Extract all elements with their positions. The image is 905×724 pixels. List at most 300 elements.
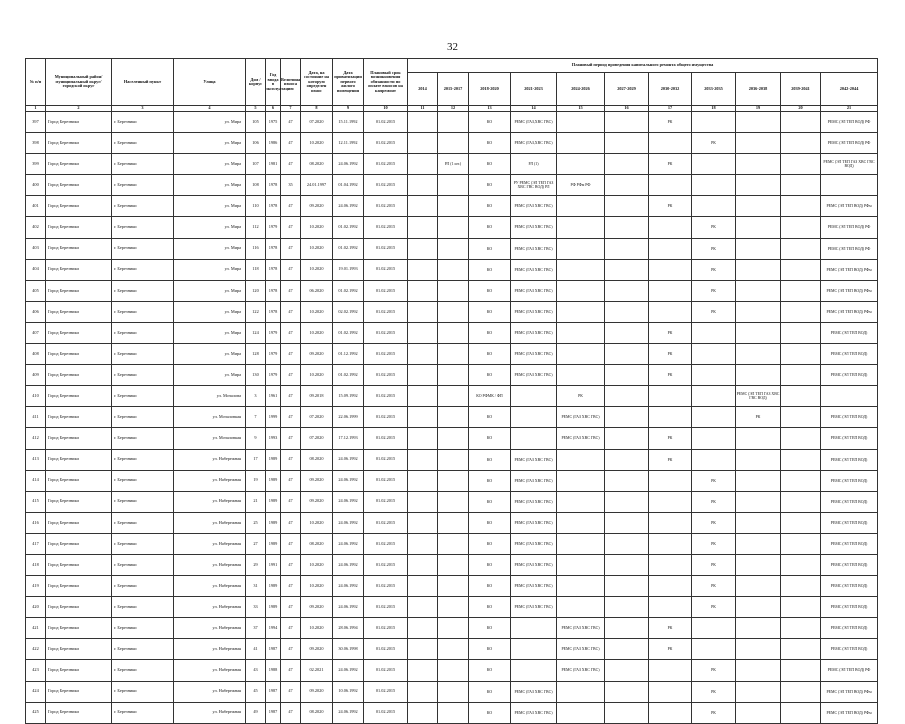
cell-period-2015-2017 [438, 639, 469, 660]
cell-street: ул. Мира [174, 133, 246, 154]
cell-period-2030-2032: РК [649, 112, 692, 133]
cell-period-2042-2044 [821, 175, 878, 196]
cell-wear: 47 [281, 217, 301, 238]
cell-date-state: 24.01.1997 [301, 175, 333, 196]
cell-street: ул. Набережная [174, 554, 246, 575]
header-column-number: 16 [605, 106, 649, 112]
cell-period-2014 [408, 618, 438, 639]
cell-period-2014 [408, 196, 438, 217]
cell-period-2015-2017 [438, 491, 469, 512]
cell-date-priv: 24.06.1992 [333, 154, 364, 175]
cell-period-2018-2020: КО [469, 512, 511, 533]
cell-period-2033-2035 [692, 449, 736, 470]
cell-period-2033-2035: РК [692, 660, 736, 681]
cell-district: Город Березники [46, 576, 112, 597]
cell-wear: 47 [281, 407, 301, 428]
table-row [26, 576, 878, 597]
cell-period-2027-2029 [605, 112, 649, 133]
cell-period-2021-2023 [511, 407, 557, 428]
cell-deadline: 01.02.2015 [364, 280, 408, 301]
cell-date-state: 10.2020 [301, 322, 333, 343]
cell-date-priv: 30.06.1998 [333, 639, 364, 660]
cell-year: 1989 [266, 470, 281, 491]
cell-period-2042-2044: РЕМС (ЭЛ ТЕП ВОД) [821, 365, 878, 386]
cell-house: 122 [246, 301, 266, 322]
cell-locality: г. Березники [112, 660, 174, 681]
cell-locality: г. Березники [112, 407, 174, 428]
table-row [26, 554, 878, 575]
cell-house: 124 [246, 322, 266, 343]
cell-wear: 47 [281, 618, 301, 639]
cell-period-2042-2044: РЕМС (ЭЛ ТЕП ВОД) [821, 491, 878, 512]
repair-schedule-table-wrapper [25, 58, 877, 724]
cell-num: 418 [26, 554, 46, 575]
cell-deadline: 01.02.2015 [364, 660, 408, 681]
cell-period-2014 [408, 175, 438, 196]
cell-locality: г. Березники [112, 428, 174, 449]
cell-period-2039-2041 [781, 449, 821, 470]
table-row [26, 133, 878, 154]
cell-period-2015-2017 [438, 660, 469, 681]
cell-num: 400 [26, 175, 46, 196]
cell-period-2024-2026: РЕМС (ГАЗ ХВС ГВС) [557, 660, 605, 681]
cell-period-2036-2038 [736, 322, 781, 343]
header-period: 2030-2032 [649, 73, 692, 106]
cell-period-2015-2017 [438, 449, 469, 470]
cell-street: ул. Мира [174, 344, 246, 365]
cell-period-2027-2029 [605, 576, 649, 597]
cell-num: 410 [26, 386, 46, 407]
cell-street: ул. Мочаловкая [174, 428, 246, 449]
cell-period-2036-2038 [736, 259, 781, 280]
cell-period-2021-2023: РЕМС (ГАЗ ХВС ГВС) [511, 702, 557, 723]
cell-period-2021-2023 [511, 660, 557, 681]
cell-deadline: 01.02.2015 [364, 238, 408, 259]
cell-period-2015-2017 [438, 175, 469, 196]
cell-deadline: 01.02.2015 [364, 217, 408, 238]
header-column-number: 9 [333, 106, 364, 112]
cell-period-2014 [408, 470, 438, 491]
cell-wear: 47 [281, 554, 301, 575]
header-num: № п/п [26, 59, 46, 106]
cell-period-2027-2029 [605, 449, 649, 470]
cell-period-2015-2017 [438, 681, 469, 702]
cell-period-2015-2017 [438, 386, 469, 407]
cell-period-2039-2041 [781, 660, 821, 681]
cell-num: 412 [26, 428, 46, 449]
cell-house: 112 [246, 217, 266, 238]
cell-period-2021-2023: РУ РЕМС (ЭЛ ТЕП ГАЗ ХВС ГВС ВОД) РЛ [511, 175, 557, 196]
cell-street: ул. Набережная [174, 470, 246, 491]
cell-period-2036-2038 [736, 576, 781, 597]
cell-street: ул. Набережная [174, 576, 246, 597]
cell-period-2030-2032 [649, 238, 692, 259]
cell-date-state: 07.2020 [301, 407, 333, 428]
cell-district: Город Березники [46, 386, 112, 407]
cell-district: Город Березники [46, 217, 112, 238]
cell-period-2030-2032 [649, 576, 692, 597]
table-row [26, 639, 878, 660]
header-column-number: 1 [26, 106, 46, 112]
cell-period-2036-2038: РК [736, 407, 781, 428]
cell-period-2036-2038 [736, 681, 781, 702]
cell-num: 419 [26, 576, 46, 597]
header-column-number: 7 [281, 106, 301, 112]
cell-date-state: 08.2020 [301, 154, 333, 175]
cell-house: 108 [246, 175, 266, 196]
cell-period-2036-2038 [736, 196, 781, 217]
cell-date-state: 09.2020 [301, 470, 333, 491]
cell-street: ул. Набережная [174, 449, 246, 470]
cell-deadline: 01.02.2015 [364, 449, 408, 470]
cell-period-2024-2026: РЕМС (ГАЗ ХВС ГВС) [557, 428, 605, 449]
cell-district: Город Березники [46, 238, 112, 259]
cell-period-2033-2035: РК [692, 681, 736, 702]
cell-house: 33 [246, 597, 266, 618]
cell-period-2042-2044: РЕМС (ЭЛ ТЕП ГАЗ ХВС ГВС ВОД) [821, 154, 878, 175]
cell-date-state: 10.2020 [301, 512, 333, 533]
cell-period-2039-2041 [781, 196, 821, 217]
cell-wear: 47 [281, 133, 301, 154]
cell-deadline: 01.02.2015 [364, 259, 408, 280]
cell-year: 1987 [266, 681, 281, 702]
cell-period-2021-2023 [511, 386, 557, 407]
cell-period-2024-2026: РФ РФм РФ [557, 175, 605, 196]
cell-district: Город Березники [46, 470, 112, 491]
cell-house: 37 [246, 618, 266, 639]
cell-period-2030-2032 [649, 301, 692, 322]
cell-year: 1989 [266, 491, 281, 512]
cell-period-2014 [408, 154, 438, 175]
header-column-number: 17 [649, 106, 692, 112]
table-row [26, 175, 878, 196]
cell-deadline: 01.02.2015 [364, 576, 408, 597]
cell-period-2015-2017 [438, 554, 469, 575]
header-column-number: 15 [557, 106, 605, 112]
cell-period-2030-2032: РК [649, 428, 692, 449]
cell-period-2015-2017 [438, 133, 469, 154]
cell-period-2021-2023: РЕМС (ГАЗ ХВС ГВС) [511, 491, 557, 512]
cell-year: 1978 [266, 175, 281, 196]
cell-period-2027-2029 [605, 322, 649, 343]
page-number: 32 [447, 41, 458, 53]
table-row [26, 702, 878, 723]
cell-period-2033-2035 [692, 112, 736, 133]
cell-wear: 47 [281, 112, 301, 133]
cell-period-2018-2020: КО [469, 639, 511, 660]
cell-period-2014 [408, 407, 438, 428]
cell-period-2039-2041 [781, 533, 821, 554]
cell-period-2021-2023: РЕМС (ГАЗ ХВС ГВС) [511, 301, 557, 322]
cell-locality: г. Березники [112, 576, 174, 597]
cell-num: 420 [26, 597, 46, 618]
cell-period-2039-2041 [781, 407, 821, 428]
cell-wear: 47 [281, 639, 301, 660]
cell-period-2033-2035: РК [692, 554, 736, 575]
cell-wear: 47 [281, 470, 301, 491]
header-wear: Величина износа [281, 59, 301, 106]
cell-period-2042-2044: РЕМС (ЭЛ ТЕП ВОД) РФ [821, 133, 878, 154]
cell-period-2030-2032 [649, 280, 692, 301]
header-locality: Населенный пункт [112, 59, 174, 106]
cell-district: Город Березники [46, 154, 112, 175]
cell-wear: 47 [281, 449, 301, 470]
cell-period-2015-2017: РЛ (1 шт.) [438, 154, 469, 175]
cell-house: 120 [246, 280, 266, 301]
cell-date-state: 09.2020 [301, 196, 333, 217]
cell-period-2024-2026: РК [557, 386, 605, 407]
cell-locality: г. Березники [112, 196, 174, 217]
cell-period-2014 [408, 259, 438, 280]
cell-wear: 47 [281, 702, 301, 723]
cell-period-2042-2044: РЕМС (ЭЛ ТЕП ВОД) РФм [821, 702, 878, 723]
cell-deadline: 01.02.2015 [364, 301, 408, 322]
cell-district: Город Березники [46, 407, 112, 428]
cell-date-state: 10.2020 [301, 133, 333, 154]
cell-district: Город Березники [46, 639, 112, 660]
cell-year: 1989 [266, 597, 281, 618]
cell-period-2033-2035 [692, 407, 736, 428]
cell-period-2042-2044: РЕМС (ЭЛ ТЕП ВОД) [821, 639, 878, 660]
cell-period-2036-2038 [736, 301, 781, 322]
cell-locality: г. Березники [112, 259, 174, 280]
cell-house: 128 [246, 344, 266, 365]
cell-period-2030-2032 [649, 533, 692, 554]
table-row [26, 428, 878, 449]
cell-deadline: 01.02.2015 [364, 639, 408, 660]
cell-period-2018-2020: КО [469, 491, 511, 512]
cell-year: 1986 [266, 133, 281, 154]
cell-period-2033-2035 [692, 196, 736, 217]
cell-locality: г. Березники [112, 301, 174, 322]
cell-period-2033-2035: РК [692, 512, 736, 533]
cell-date-state: 09.2020 [301, 491, 333, 512]
cell-period-2018-2020: КО [469, 238, 511, 259]
cell-date-priv: 24.06.1992 [333, 196, 364, 217]
cell-period-2027-2029 [605, 470, 649, 491]
cell-period-2018-2020: КО [469, 449, 511, 470]
header-street: Улица [174, 59, 246, 106]
cell-period-2039-2041 [781, 576, 821, 597]
cell-district: Город Березники [46, 597, 112, 618]
cell-district: Город Березники [46, 428, 112, 449]
cell-year: 1979 [266, 344, 281, 365]
cell-date-state: 07.2020 [301, 428, 333, 449]
cell-locality: г. Березники [112, 344, 174, 365]
cell-period-2024-2026 [557, 344, 605, 365]
cell-date-state: 10.2020 [301, 576, 333, 597]
cell-period-2015-2017 [438, 280, 469, 301]
cell-period-2024-2026 [557, 196, 605, 217]
cell-period-2030-2032: РК [649, 322, 692, 343]
cell-locality: г. Березники [112, 322, 174, 343]
cell-street: ул. Набережная [174, 702, 246, 723]
cell-year: 1978 [266, 238, 281, 259]
cell-period-2014 [408, 576, 438, 597]
cell-period-2042-2044: РЕМС (ЭЛ ТЕП ВОД) [821, 344, 878, 365]
cell-period-2014 [408, 365, 438, 386]
cell-period-2039-2041 [781, 702, 821, 723]
cell-date-priv: 24.06.1992 [333, 554, 364, 575]
cell-period-2030-2032 [649, 259, 692, 280]
cell-period-2015-2017 [438, 428, 469, 449]
cell-period-2039-2041 [781, 428, 821, 449]
cell-period-2042-2044: РЕМС (ЭЛ ТЕП ВОД) РФ [821, 660, 878, 681]
table-row [26, 154, 878, 175]
cell-date-state: 08.2020 [301, 702, 333, 723]
cell-wear: 47 [281, 196, 301, 217]
cell-period-2027-2029 [605, 660, 649, 681]
cell-street: ул. Мира [174, 365, 246, 386]
cell-street: ул. Мира [174, 175, 246, 196]
cell-period-2014 [408, 702, 438, 723]
cell-date-priv: 01.04.1992 [333, 175, 364, 196]
cell-period-2018-2020: КО [469, 322, 511, 343]
cell-period-2021-2023: РЕМС (ГАЗ ХВС ГВС) [511, 238, 557, 259]
cell-house: 19 [246, 470, 266, 491]
cell-deadline: 01.02.2015 [364, 365, 408, 386]
cell-period-2018-2020: КО [469, 428, 511, 449]
cell-period-2036-2038: РЕМС (ЭЛ ТЕП ГАЗ ХВС ГВС ВОД) [736, 386, 781, 407]
header-period: 2036-2038 [736, 73, 781, 106]
cell-year: 1999 [266, 407, 281, 428]
cell-street: ул. Мира [174, 154, 246, 175]
cell-period-2021-2023: РЕМС (ГАЗ ХВС ГВС) [511, 576, 557, 597]
cell-num: 398 [26, 133, 46, 154]
cell-period-2036-2038 [736, 428, 781, 449]
cell-period-2033-2035 [692, 386, 736, 407]
cell-period-2033-2035 [692, 428, 736, 449]
cell-period-2018-2020: КО [469, 133, 511, 154]
cell-period-2036-2038 [736, 597, 781, 618]
header-year: Год ввода в эксплуатацию [266, 59, 281, 106]
cell-period-2014 [408, 554, 438, 575]
cell-period-2036-2038 [736, 470, 781, 491]
cell-wear: 47 [281, 238, 301, 259]
cell-period-2042-2044: РЕМС (ЭЛ ТЕП ВОД) [821, 618, 878, 639]
cell-period-2039-2041 [781, 365, 821, 386]
cell-period-2033-2035 [692, 154, 736, 175]
cell-house: 130 [246, 365, 266, 386]
cell-date-state: 10.2020 [301, 238, 333, 259]
cell-deadline: 01.02.2015 [364, 428, 408, 449]
cell-period-2039-2041 [781, 301, 821, 322]
cell-period-2015-2017 [438, 702, 469, 723]
cell-period-2027-2029 [605, 618, 649, 639]
cell-period-2039-2041 [781, 491, 821, 512]
cell-period-2021-2023: РЕМС (ГАЗ ХВС ГВС) [511, 449, 557, 470]
cell-period-2015-2017 [438, 259, 469, 280]
cell-period-2021-2023: РЕМС (ГАЗ ХВС ГВС) [511, 533, 557, 554]
cell-period-2039-2041 [781, 554, 821, 575]
cell-period-2036-2038 [736, 660, 781, 681]
cell-period-2014 [408, 660, 438, 681]
cell-date-state: 08.2020 [301, 533, 333, 554]
cell-deadline: 01.02.2015 [364, 112, 408, 133]
cell-period-2033-2035: РК [692, 259, 736, 280]
cell-period-2018-2020: КО [469, 365, 511, 386]
cell-period-2036-2038 [736, 238, 781, 259]
cell-street: ул. Мира [174, 112, 246, 133]
cell-period-2024-2026 [557, 491, 605, 512]
cell-period-2021-2023: РЕМС (ГАЗ ХВС ГВС) [511, 681, 557, 702]
cell-street: ул. Набережная [174, 491, 246, 512]
cell-deadline: 01.02.2015 [364, 681, 408, 702]
cell-locality: г. Березники [112, 217, 174, 238]
cell-period-2027-2029 [605, 196, 649, 217]
header-column-number: 11 [408, 106, 438, 112]
cell-period-2024-2026 [557, 301, 605, 322]
cell-num: 417 [26, 533, 46, 554]
cell-period-2027-2029 [605, 533, 649, 554]
cell-period-2021-2023 [511, 428, 557, 449]
cell-year: 1988 [266, 660, 281, 681]
cell-date-priv: 01.02.1992 [333, 365, 364, 386]
cell-period-2030-2032 [649, 386, 692, 407]
cell-period-2042-2044: РЕМС (ЭЛ ТЕП ВОД) РФм [821, 259, 878, 280]
table-row [26, 597, 878, 618]
cell-district: Город Березники [46, 344, 112, 365]
cell-period-2033-2035 [692, 322, 736, 343]
cell-district: Город Березники [46, 512, 112, 533]
cell-locality: г. Березники [112, 533, 174, 554]
cell-period-2030-2032 [649, 175, 692, 196]
cell-locality: г. Березники [112, 449, 174, 470]
table-row [26, 470, 878, 491]
cell-period-2036-2038 [736, 175, 781, 196]
cell-date-priv: 19.01.1993 [333, 259, 364, 280]
header-deadline: Плановый срок возникновения обязанности по оплате взносов на капремонт [364, 59, 408, 106]
table-row [26, 259, 878, 280]
table-row [26, 533, 878, 554]
cell-house: 110 [246, 196, 266, 217]
cell-house: 118 [246, 259, 266, 280]
cell-house: 41 [246, 639, 266, 660]
cell-period-2024-2026 [557, 133, 605, 154]
cell-period-2015-2017 [438, 407, 469, 428]
header-period: 2033-2035 [692, 73, 736, 106]
cell-date-priv: 01.02.1992 [333, 322, 364, 343]
cell-district: Город Березники [46, 660, 112, 681]
cell-period-2015-2017 [438, 112, 469, 133]
header-column-number: 21 [821, 106, 878, 112]
cell-period-2039-2041 [781, 512, 821, 533]
cell-period-2024-2026 [557, 554, 605, 575]
cell-period-2021-2023: РЕМС (ГАЗ ХВС ГВС) [511, 512, 557, 533]
cell-period-2027-2029 [605, 217, 649, 238]
cell-date-priv: 02.02.1992 [333, 301, 364, 322]
cell-num: 401 [26, 196, 46, 217]
cell-date-state: 09.2018 [301, 386, 333, 407]
cell-date-priv: 01.12.1992 [333, 344, 364, 365]
cell-date-priv: 24.06.1992 [333, 533, 364, 554]
cell-deadline: 01.02.2015 [364, 512, 408, 533]
cell-street: ул. Набережная [174, 618, 246, 639]
cell-house: 9 [246, 428, 266, 449]
header-house: Дом / корпус [246, 59, 266, 106]
cell-num: 402 [26, 217, 46, 238]
cell-house: 29 [246, 554, 266, 575]
header-period: 2039-2041 [781, 73, 821, 106]
cell-period-2030-2032 [649, 407, 692, 428]
cell-date-priv: 24.06.1992 [333, 576, 364, 597]
cell-period-2036-2038 [736, 133, 781, 154]
cell-num: 416 [26, 512, 46, 533]
header-column-number: 8 [301, 106, 333, 112]
cell-period-2024-2026 [557, 597, 605, 618]
cell-period-2042-2044: РЕМС (ЭЛ ТЕП ВОД) [821, 322, 878, 343]
cell-house: 107 [246, 154, 266, 175]
